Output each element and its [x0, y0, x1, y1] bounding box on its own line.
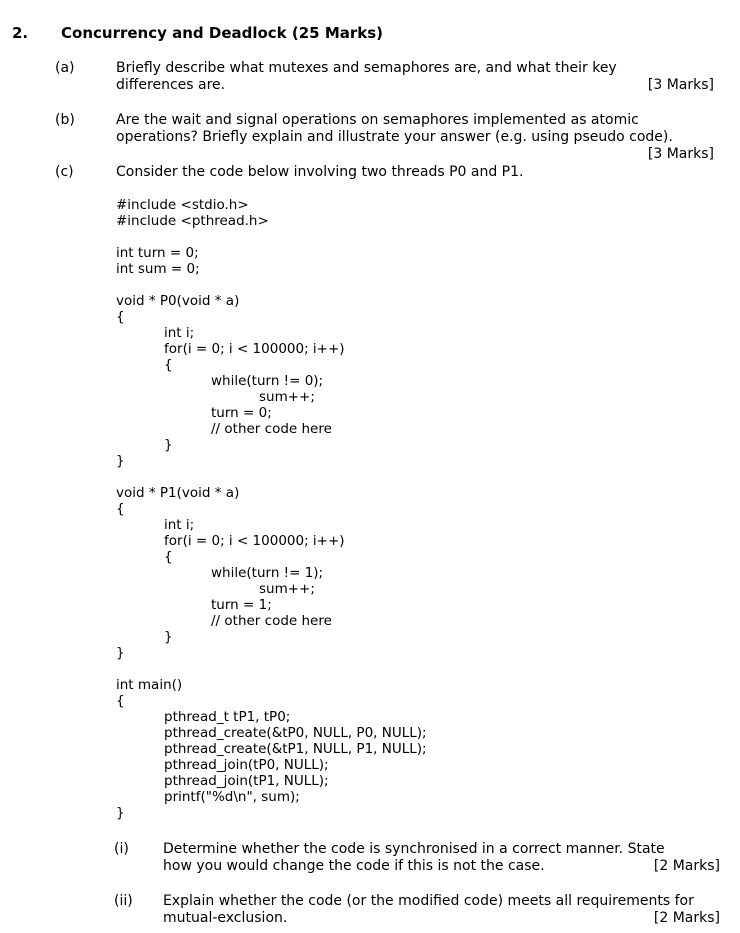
- part-b-text-line-2: operations? Briefly explain and illustrate your answer (e.g. using pseudo code).: [116, 129, 673, 145]
- code-line: // other code here: [211, 613, 332, 629]
- code-line: }: [164, 437, 173, 453]
- code-line: pthread_create(&tP0, NULL, P0, NULL);: [164, 725, 427, 741]
- code-line: #include <pthread.h>: [116, 213, 269, 229]
- code-line: pthread_t tP1, tP0;: [164, 709, 291, 725]
- code-line: sum++;: [259, 389, 315, 405]
- code-line: {: [116, 693, 125, 709]
- part-c-label: (c): [55, 164, 74, 180]
- part-a-marks: [3 Marks]: [647, 77, 714, 93]
- code-line: while(turn != 1);: [211, 565, 324, 581]
- code-line: turn = 0;: [211, 405, 272, 421]
- code-line: }: [164, 629, 173, 645]
- code-line: sum++;: [259, 581, 315, 597]
- subpart-ii-text-line-1: Explain whether the code (or the modified code) meets all requirements for: [163, 893, 694, 909]
- code-line: {: [116, 501, 125, 517]
- code-line: pthread_create(&tP1, NULL, P1, NULL);: [164, 741, 427, 757]
- question-number: 2.: [12, 24, 29, 42]
- code-line: pthread_join(tP0, NULL);: [164, 757, 329, 773]
- code-line: void * P1(void * a): [116, 485, 240, 501]
- code-line: int sum = 0;: [116, 261, 200, 277]
- code-line: {: [164, 549, 173, 565]
- code-line: int turn = 0;: [116, 245, 199, 261]
- subpart-ii-marks: [2 Marks]: [653, 910, 720, 926]
- code-line: for(i = 0; i < 100000; i++): [164, 533, 345, 549]
- code-line: {: [116, 309, 125, 325]
- subpart-i-text-line-2: how you would change the code if this is not the case.: [163, 858, 545, 874]
- part-b-label: (b): [55, 112, 75, 128]
- question-title: Concurrency and Deadlock (25 Marks): [61, 24, 384, 42]
- code-line: // other code here: [211, 421, 332, 437]
- code-line: }: [116, 645, 125, 661]
- code-line: int main(): [116, 677, 183, 693]
- subpart-i-label: (i): [114, 841, 129, 857]
- code-line: {: [164, 357, 173, 373]
- part-a-text-line-1: Briefly describe what mutexes and semaphores are, and what their key: [116, 60, 617, 76]
- code-line: pthread_join(tP1, NULL);: [164, 773, 329, 789]
- part-b-marks: [3 Marks]: [647, 146, 714, 162]
- subpart-ii-label: (ii): [114, 893, 133, 909]
- part-a-label: (a): [55, 60, 75, 76]
- part-a-text-line-2: differences are.: [116, 77, 226, 93]
- code-line: while(turn != 0);: [211, 373, 324, 389]
- code-line: turn = 1;: [211, 597, 272, 613]
- code-line: for(i = 0; i < 100000; i++): [164, 341, 345, 357]
- code-line: void * P0(void * a): [116, 293, 240, 309]
- code-line: }: [116, 805, 125, 821]
- code-line: printf("%d\n", sum);: [164, 789, 300, 805]
- code-line: int i;: [164, 325, 195, 341]
- code-line: #include <stdio.h>: [116, 197, 249, 213]
- code-line: int i;: [164, 517, 195, 533]
- part-c-text-line-1: Consider the code below involving two threads P0 and P1.: [116, 164, 524, 180]
- subpart-i-text-line-1: Determine whether the code is synchronised in a correct manner. State: [163, 841, 665, 857]
- subpart-i-marks: [2 Marks]: [653, 858, 720, 874]
- part-b-text-line-1: Are the wait and signal operations on semaphores implemented as atomic: [116, 112, 639, 128]
- code-line: }: [116, 453, 125, 469]
- subpart-ii-text-line-2: mutual-exclusion.: [163, 910, 288, 926]
